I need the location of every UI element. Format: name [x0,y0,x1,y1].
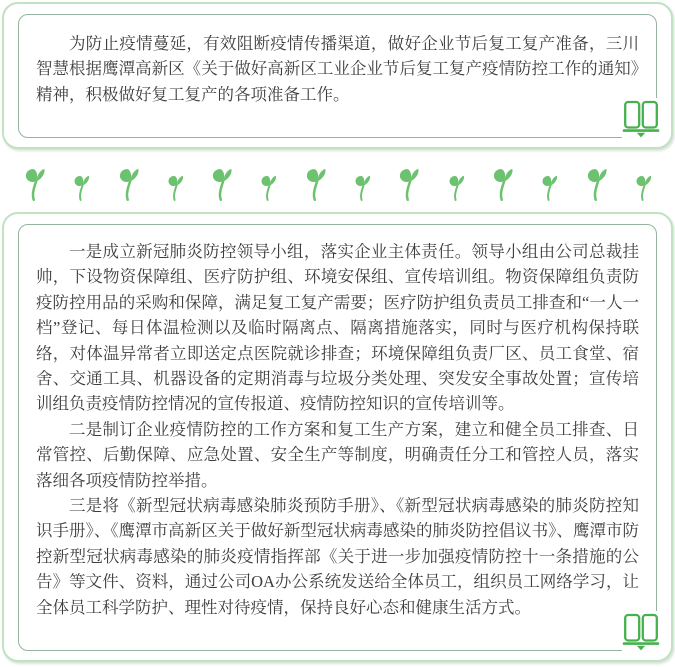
sprout-icon [398,167,421,202]
sprout-icon [586,167,609,202]
sprout-icon [448,174,466,202]
detail-paragraph-2: 二是制订企业疫情防控的工作方案和复工生产方案，建立和健全员工排查、日常管控、后勤保障、应急处置、安全生产等制度，明确责任分工和管控人员，落实落细各项疫情防控举措。 [36,419,639,490]
detail-panel-inner [18,224,657,651]
sprout-icon [260,174,278,202]
open-book-icon [622,98,660,140]
intro-paragraph: 为防止疫情蔓延，有效阻断疫情传播渠道，做好企业节后复工复产准备，三川智慧根据鹰潭高新区《关于做好高新区工业企业节后复工复产疫情防控工作的通知》精神，积极做好复工复产的各项准备工作。 [36,34,639,104]
detail-paragraph-1: 一是成立新冠肺炎防控领导小组，落实企业主体责任。领导小组由公司总裁挂帅，下设物资保障组、医疗防护组、环境安保组、宣传培训组。物资保障组负责防疫防控用品的采购和保障，满足复工复产需要；医疗防护组负责员工排查和“一人一档”登记、每日体温检测以及临时隔离点、隔离措施落实，同时与医疗机构保持联络，对体温异常者立即送定点医院就诊排查；环境保障组负责厂区、员工食堂、宿舍、交通工具、机器设备的定期消毒与垃圾分类处理、突发安全事故处置；宣传培训组负责疫情防控情况的宣传报道、疫情防控知识的宣传培训等。 [36,242,639,414]
sprout-icon [492,167,515,202]
sprout-icon [24,167,47,202]
open-book-icon [622,611,660,653]
sprout-icon [73,174,91,202]
sprout-icon [211,167,234,202]
intro-panel [2,2,673,149]
detail-paragraph-3: 三是将《新型冠状病毒感染肺炎预防手册》、《新型冠状病毒感染的肺炎防控知识手册》、《鹰潭市高新区关于做好新型冠状病毒感染的肺炎防控倡议书》、鹰潭市防控新型冠状病毒感染的肺炎疫情指挥部《关于进一步加强疫情防控十一条措施的公告》等文件、资料，通过公司OA办公系统发送给全体员工，组织员工网络学习，让全体员工科学防护、理性对待疫情，保持良好心态和健康生活方式。 [36,496,639,617]
detail-panel [2,212,673,662]
intro-panel-inner [18,14,657,138]
sprout-icon [118,167,141,202]
sprout-icon [167,174,185,202]
sprout-divider [0,149,675,212]
sprout-icon [354,174,372,202]
sprout-icon [305,167,328,202]
sprout-icon [635,174,653,202]
sprout-icon [541,174,559,202]
